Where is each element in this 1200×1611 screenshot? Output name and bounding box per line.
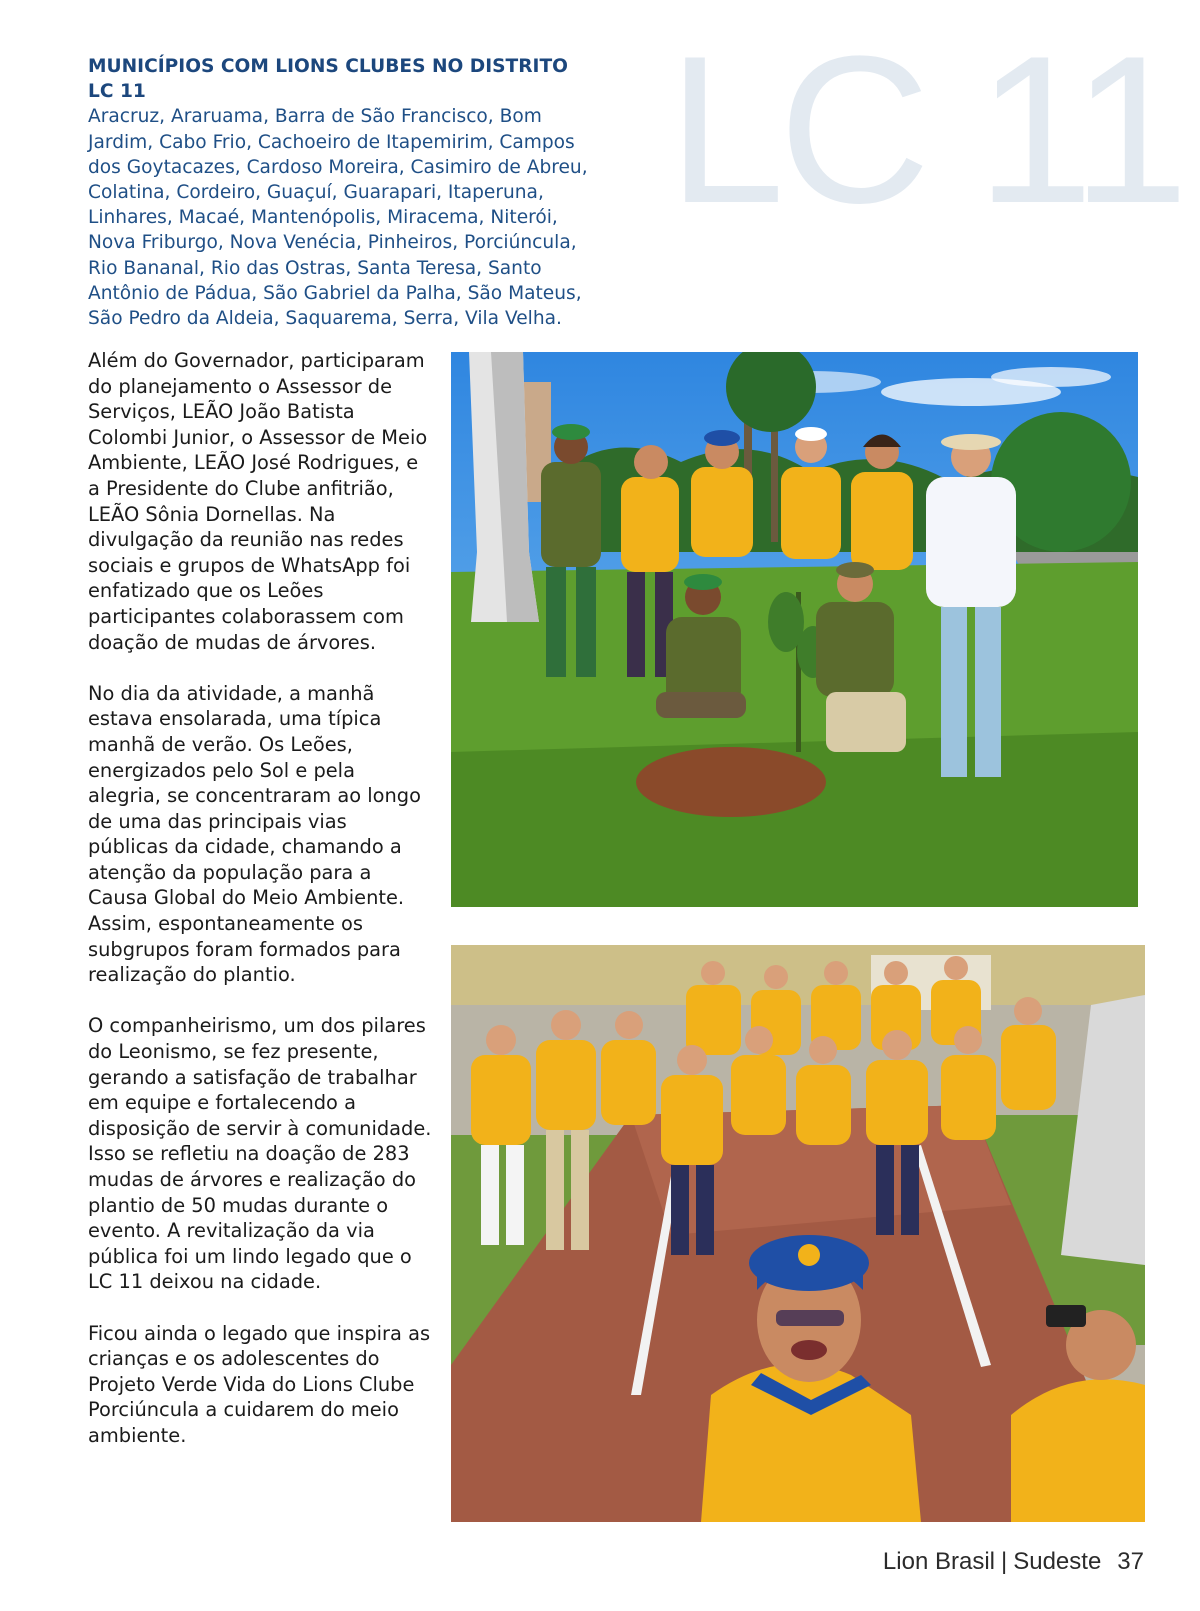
- article-paragraph-4: Ficou ainda o legado que inspira as crianças e os adolescentes do Projeto Verde Vida do Lions Clube Porciúncula a cuidarem do meio ambiente.: [88, 1321, 431, 1447]
- photo-tree-planting: [451, 352, 1138, 907]
- municipios-title: MUNICÍPIOS COM LIONS CLUBES NO DISTRITO LC 11: [88, 56, 568, 103]
- footer-publication: Lion Brasil: [882, 1548, 995, 1575]
- article-paragraph-3: O companheirismo, um dos pilares do Leonismo, se fez presente, gerando a satisfação de trabalhar em equipe e fortalecendo a disposição de servir à comunidade. Isso se refletiu na doação de 283 mudas de árvores e realização do plantio de 50 mudas durante o evento. A revitalização da via pública foi um lindo legado que o LC 11 deixou na cidade.: [88, 1014, 432, 1294]
- page-number: 37: [1117, 1548, 1144, 1575]
- photo-group-selfie: [451, 945, 1145, 1522]
- photo-group-selfie-illustration: [451, 945, 1145, 1522]
- district-tag: LC 11: [668, 12, 1183, 247]
- photo-tree-planting-illustration: [451, 352, 1138, 907]
- page-footer: [883, 1548, 1144, 1576]
- article-paragraph-2: No dia da atividade, a manhã estava ensolarada, uma típica manhã de verão. Os Leões, energizados pelo Sol e pela alegria, se concentraram ao longo de uma das principais vias públicas da cidade, chamando a atenção da população para a Causa Global do Meio Ambiente. Assim, espontaneamente os subgrupos foram formados para realização do plantio.: [88, 681, 421, 987]
- article-paragraph-1: Além do Governador, participaram do planejamento o Assessor de Serviços, LEÃO João Batista Colombi Junior, o Assessor de Meio Ambiente, LEÃO José Rodrigues, e a Presidente do Clube anfitrião, LEÃO Sônia Dornellas. Na divulgação da reunião nas redes sociais e grupos de WhatsApp foi enfatizado que os Leões participantes colaborassem com doação de mudas de árvores.: [88, 349, 428, 654]
- municipios-list: Aracruz, Araruama, Barra de São Francisco, Bom Jardim, Cabo Frio, Cachoeiro de Itapemirim, Campos dos Goytacazes, Cardoso Moreira, Casimiro de Abreu, Colatina, Cordeiro, Guaçuí, Guarapari, Itaperuna, Linhares, Macaé, Mantenópolis, Miracema, Niterói, Nova Friburgo, Nova Venécia, Pinheiros, Porciúncula, Rio Bananal, Rio das Ostras, Santa Teresa, Santo Antônio de Pádua, São Gabriel da Palha, São Mateus, São Pedro da Aldeia, Saquarema, Serra, Vila Velha.: [88, 106, 588, 330]
- footer-section: Sudeste: [1013, 1548, 1102, 1575]
- article-body: [88, 348, 433, 1474]
- municipios-section: [88, 54, 598, 331]
- footer-separator: |: [1000, 1548, 1008, 1575]
